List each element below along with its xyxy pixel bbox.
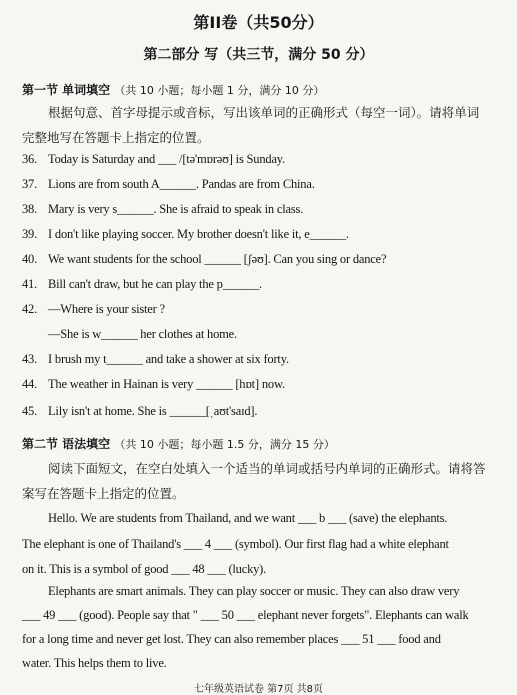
passage-line: water. This helps them to live. <box>22 656 167 670</box>
paper-title: 第II卷（共50分） <box>193 13 324 32</box>
section1-heading-label: 第一节 单词填空 <box>22 83 111 97</box>
section1-heading-note: （共 10 小题；每小题 1 分，满分 10 分） <box>114 84 325 97</box>
part-title: 第二部分 写（共三节，满分 50 分） <box>143 47 374 63</box>
question-text: The weather in Hainan is very ______ [hɒt] now. <box>48 377 285 391</box>
question-number: 38. <box>22 202 38 216</box>
question-text: Today is Saturday and ___ /[tə'mɒrəʊ] is Sunday. <box>48 152 285 166</box>
section1-instruction-line: 完整地写在答题卡上指定的位置。 <box>22 130 210 145</box>
question-text: Lily isn't at home. She is ______[ˌaʊt'saɪd]. <box>48 404 258 418</box>
passage-line: The elephant is one of Thailand's ___ 4 ___ (symbol). Our first flag had a white elephant <box>22 537 449 551</box>
section2-heading-note: （共 10 小题；每小题 1.5 分，满分 15 分） <box>114 438 335 451</box>
section2-instruction-line: 阅读下面短文，在空白处填入一个适当的单词或括号内单词的正确形式。请将答 <box>48 461 486 476</box>
question-number: 39. <box>22 227 38 241</box>
question-item <box>22 404 257 419</box>
question-number: 37. <box>22 177 38 191</box>
question-text: Lions are from south A______. Pandas are from China. <box>48 177 315 191</box>
question-number: 44. <box>22 377 38 391</box>
question-text: I don't like playing soccer. My brother doesn't like it, e______. <box>48 227 349 241</box>
passage-line: ___ 49 ___ (good). People say that " ___ 50 ___ elephant never forgets". Elephants can walk <box>22 608 469 622</box>
question-item <box>22 277 262 292</box>
passage-line: Elephants are smart animals. They can play soccer or music. They can also draw very <box>48 584 460 598</box>
question-text: I brush my t______ and take a shower at six forty. <box>48 352 289 366</box>
question-text: We want students for the school ______ [ʃəʊ]. Can you sing or dance? <box>48 252 387 266</box>
question-item <box>22 202 303 217</box>
question-number: 41. <box>22 277 38 291</box>
question-number: 43. <box>22 352 38 366</box>
section2-heading <box>22 435 335 452</box>
question-item <box>22 177 315 192</box>
question-number: 36. <box>22 152 38 166</box>
question-number: 45. <box>22 404 38 418</box>
section2-heading-label: 第二节 语法填空 <box>22 437 111 451</box>
question-number: 40. <box>22 252 38 266</box>
page-footer: 七年级英语试卷 第7页 共8页 <box>193 684 324 695</box>
question-item <box>22 377 285 392</box>
question-item <box>22 152 285 167</box>
question-item <box>22 302 165 317</box>
question-item <box>22 327 237 342</box>
question-text: —She is w______ her clothes at home. <box>48 327 237 341</box>
question-text: Bill can't draw, but he can play the p______. <box>48 277 262 291</box>
question-item <box>22 352 289 367</box>
section2-instruction-line: 案写在答题卡上指定的位置。 <box>22 486 185 501</box>
question-item <box>22 252 386 267</box>
question-item <box>22 227 349 242</box>
passage-line: Hello. We are students from Thailand, and we want ___ b ___ (save) the elephants. <box>48 511 448 525</box>
section1-heading <box>22 81 324 98</box>
passage-line: for a long time and never get lost. They can also remember places ___ 51 ___ food and <box>22 632 441 646</box>
question-text: Mary is very s______. She is afraid to speak in class. <box>48 202 304 216</box>
section1-instruction-line: 根据句意、首字母提示或音标，写出该单词的正确形式（每空一词）。请将单词 <box>48 105 480 120</box>
question-number: 42. <box>22 302 38 316</box>
passage-line: on it. This is a symbol of good ___ 48 ___ (lucky). <box>22 562 267 576</box>
question-text: —Where is your sister ? <box>48 302 165 316</box>
